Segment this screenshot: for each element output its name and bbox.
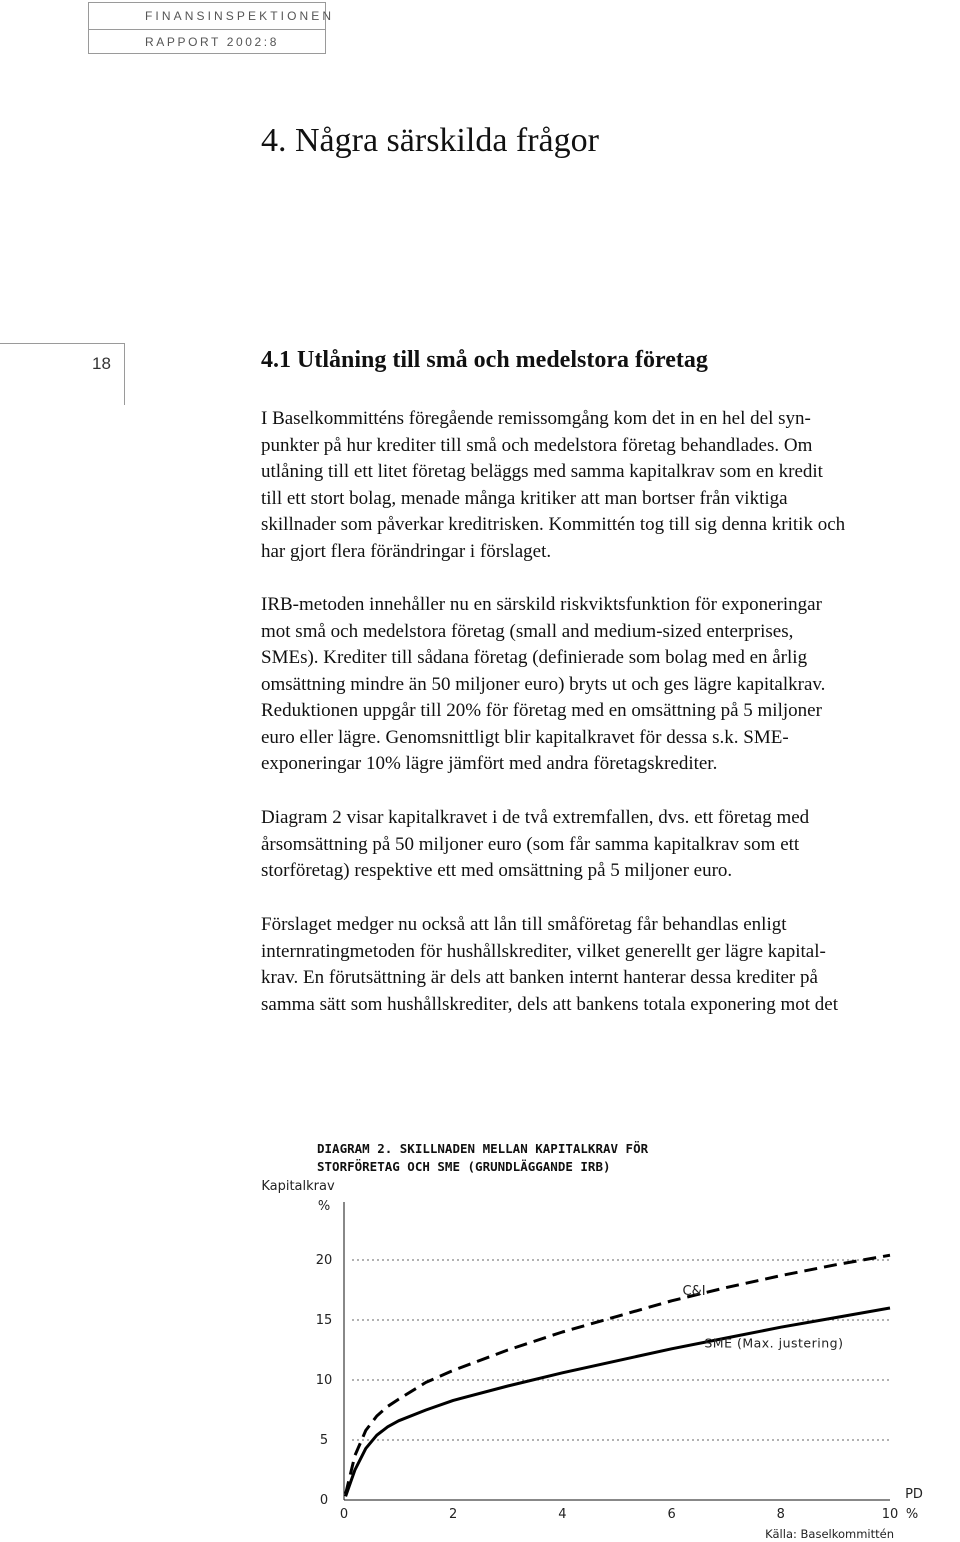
report-header-box — [88, 2, 335, 54]
text-line: har gjort flera förändringar i förslaget. — [261, 540, 552, 562]
text-line: storföretag) respektive ett med omsättning på 5 miljoner euro. — [261, 860, 733, 881]
paragraph-1 — [261, 406, 960, 565]
x-tick-label: 10 — [881, 1507, 899, 1522]
text-line: I Baselkommitténs föregående remissomgång kom det in en hel del syn- — [261, 408, 811, 429]
page-number: 18 — [92, 354, 111, 373]
y-axis-unit: % — [317, 1199, 331, 1214]
capital-requirement-chart — [250, 1172, 940, 1542]
y-axis-label: Kapitalkrav — [261, 1179, 335, 1194]
chapter-title: 4. Några särskilda frågor — [261, 122, 599, 159]
chart-source: Källa: Baselkommittén — [765, 1527, 894, 1541]
header-organization: FINANSINSPEKTIONEN — [145, 9, 335, 23]
x-axis-label: PD — [905, 1487, 923, 1502]
x-tick-label: 0 — [339, 1507, 349, 1522]
text-line: årsomsättning på 50 miljoner euro (som får samma kapitalkrav som ett — [261, 833, 800, 855]
paragraph-3 — [261, 805, 960, 885]
x-axis-unit: % — [905, 1507, 919, 1522]
text-line: SMEs). Krediter till sådana företag (definierade som bolag med en årlig — [261, 647, 808, 668]
y-tick-label: 5 — [319, 1433, 329, 1448]
header-report-number: RAPPORT 2002:8 — [145, 35, 280, 49]
x-tick-label: 4 — [558, 1507, 567, 1522]
y-tick-label: 20 — [315, 1253, 333, 1268]
text-line: krav. En förutsättning är dels att banken internt hanterar dessa krediter på — [261, 967, 818, 988]
text-line: samma sätt som hushållskrediter, dels att bankens totala exponering mot det — [261, 993, 839, 1015]
page-number-rule-vertical — [124, 343, 125, 405]
page-number-rule — [0, 343, 124, 344]
text-line: exponeringar 10% lägre jämfört med andra företagskrediter. — [261, 753, 718, 774]
text-line: euro eller lägre. Genomsnittligt blir kapitalkravet för dessa s.k. SME- — [261, 726, 789, 748]
text-line: internratingmetoden för hushållskrediter, vilket generellt ger lägre kapital- — [261, 940, 826, 962]
x-tick-label: 8 — [776, 1507, 785, 1522]
chart-title-line: DIAGRAM 2. SKILLNADEN MELLAN KAPITALKRAV FÖR — [317, 1141, 649, 1156]
chart-title — [317, 1140, 648, 1176]
text-line: till ett stort bolag, menade många kritiker att man bortser från viktiga — [261, 487, 788, 509]
y-tick-label: 10 — [315, 1373, 333, 1388]
text-line: mot små och medelstora företag (small and medium-sized enterprises, — [261, 620, 794, 642]
text-line: skillnader som påverkar kreditrisken. Kommittén tog till sig denna kritik och — [261, 514, 846, 535]
text-line: omsättning mindre än 50 miljoner euro) bryts ut och ges lägre kapitalkrav. — [261, 673, 826, 695]
y-tick-label: 0 — [319, 1493, 329, 1508]
text-line: Reduktionen uppgår till 20% för företag med en omsättning på 5 miljoner — [261, 700, 822, 721]
chart-title-line: STORFÖRETAG OCH SME (GRUNDLÄGGANDE IRB) — [317, 1159, 611, 1174]
text-line: Förslaget medger nu också att lån till småföretag får behandlas enligt — [261, 914, 787, 935]
text-line: IRB-metoden innehåller nu en särskild riskviktsfunktion för exponeringar — [261, 594, 822, 615]
series-label-sme: SME (Max. justering) — [704, 1335, 844, 1351]
paragraph-2 — [261, 592, 960, 778]
series-line-ci — [346, 1255, 890, 1494]
text-line: punkter på hur krediter till små och medelstora företag behandlades. Om — [261, 434, 813, 456]
section-title: 4.1 Utlåning till små och medelstora företag — [261, 347, 708, 373]
series-label-ci: C&I — [682, 1283, 706, 1299]
y-tick-label: 15 — [315, 1313, 333, 1328]
paragraph-4 — [261, 912, 960, 1018]
x-tick-label: 6 — [667, 1507, 676, 1522]
x-tick-label: 2 — [449, 1507, 458, 1522]
text-line: utlåning till ett litet företag beläggs med samma kapitalkrav som en kredit — [261, 461, 823, 482]
header-divider — [89, 29, 325, 30]
text-line: Diagram 2 visar kapitalkravet i de två extremfallen, dvs. ett företag med — [261, 807, 810, 828]
